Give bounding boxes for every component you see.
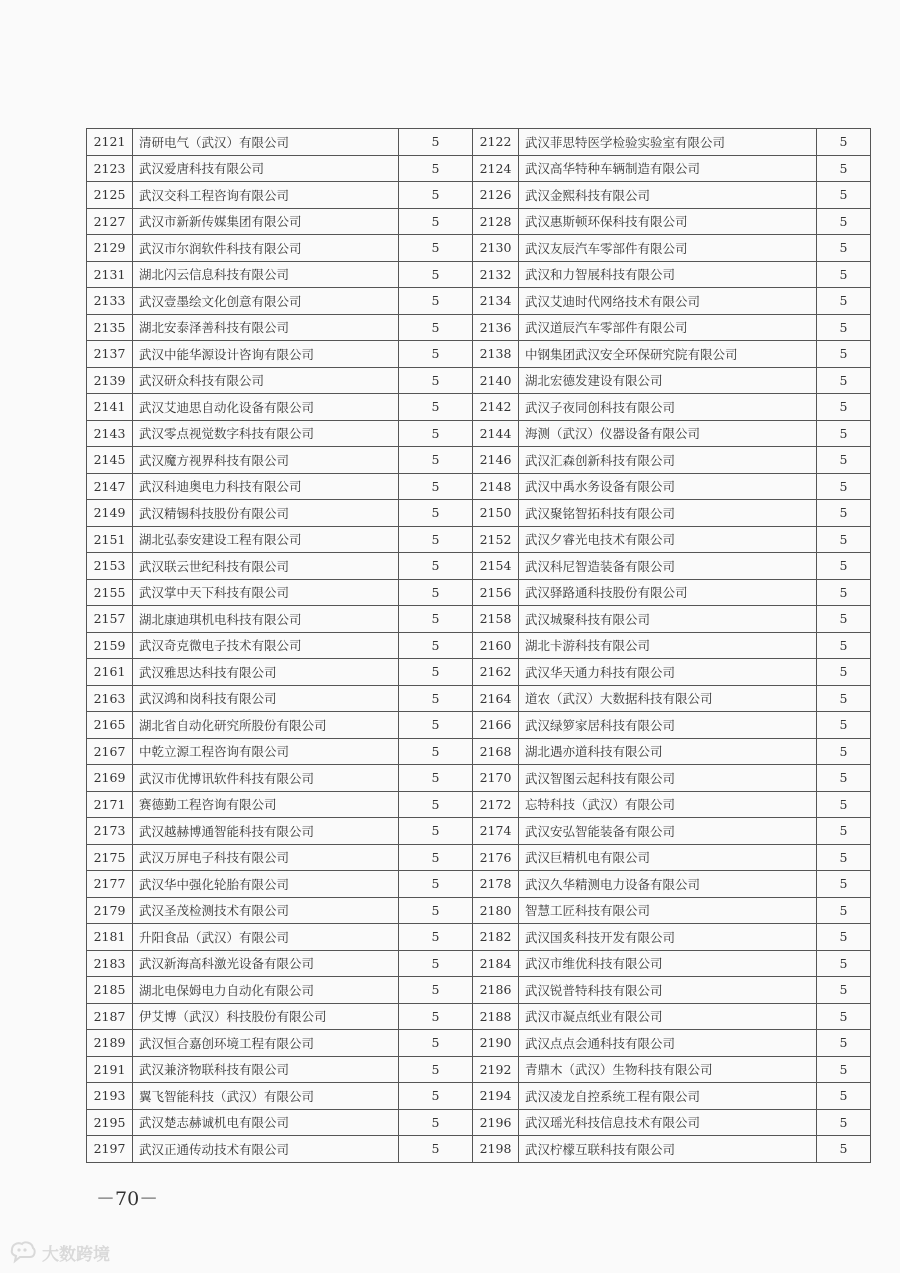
- score-cell: 5: [399, 791, 473, 818]
- score-cell: 5: [817, 659, 871, 686]
- row-number-cell: 2176: [473, 844, 519, 871]
- score-cell: 5: [817, 473, 871, 500]
- score-cell: 5: [817, 1056, 871, 1083]
- row-number-cell: 2168: [473, 738, 519, 765]
- score-cell: 5: [399, 897, 473, 924]
- company-name-cell: 武汉惠斯顿环保科技有限公司: [519, 208, 817, 235]
- table-row: [87, 950, 871, 977]
- table-row: [87, 500, 871, 527]
- score-cell: 5: [399, 500, 473, 527]
- company-table: [86, 128, 871, 1163]
- score-cell: 5: [399, 632, 473, 659]
- row-number-cell: 2165: [87, 712, 133, 739]
- company-name-cell: 湖北遇亦道科技有限公司: [519, 738, 817, 765]
- row-number-cell: 2196: [473, 1109, 519, 1136]
- table-row: [87, 765, 871, 792]
- company-name-cell: 武汉精锡科技股份有限公司: [133, 500, 399, 527]
- table-row: [87, 1003, 871, 1030]
- company-name-cell: 武汉绿箩家居科技有限公司: [519, 712, 817, 739]
- score-cell: 5: [399, 288, 473, 315]
- company-name-cell: 武汉魔方视界科技有限公司: [133, 447, 399, 474]
- company-name-cell: 湖北卡游科技有限公司: [519, 632, 817, 659]
- score-cell: 5: [399, 924, 473, 951]
- row-number-cell: 2138: [473, 341, 519, 368]
- table-row: [87, 818, 871, 845]
- row-number-cell: 2137: [87, 341, 133, 368]
- table-row: [87, 977, 871, 1004]
- row-number-cell: 2131: [87, 261, 133, 288]
- score-cell: 5: [817, 1109, 871, 1136]
- row-number-cell: 2155: [87, 579, 133, 606]
- company-name-cell: 道农（武汉）大数据科技有限公司: [519, 685, 817, 712]
- score-cell: 5: [817, 712, 871, 739]
- company-name-cell: 湖北省自动化研究所股份有限公司: [133, 712, 399, 739]
- score-cell: 5: [817, 632, 871, 659]
- company-name-cell: 武汉圣茂检测技术有限公司: [133, 897, 399, 924]
- company-name-cell: 武汉科迪奥电力科技有限公司: [133, 473, 399, 500]
- score-cell: 5: [817, 606, 871, 633]
- company-name-cell: 湖北弘泰安建设工程有限公司: [133, 526, 399, 553]
- company-name-cell: 武汉巨精机电有限公司: [519, 844, 817, 871]
- row-number-cell: 2177: [87, 871, 133, 898]
- company-name-cell: 武汉城聚科技有限公司: [519, 606, 817, 633]
- score-cell: 5: [817, 579, 871, 606]
- row-number-cell: 2130: [473, 235, 519, 262]
- score-cell: 5: [817, 924, 871, 951]
- score-cell: 5: [399, 473, 473, 500]
- row-number-cell: 2124: [473, 155, 519, 182]
- score-cell: 5: [817, 235, 871, 262]
- company-name-cell: 武汉友辰汽车零部件有限公司: [519, 235, 817, 262]
- company-name-cell: 中乾立源工程咨询有限公司: [133, 738, 399, 765]
- table-row: [87, 924, 871, 951]
- row-number-cell: 2184: [473, 950, 519, 977]
- company-name-cell: 武汉子夜同创科技有限公司: [519, 394, 817, 421]
- row-number-cell: 2172: [473, 791, 519, 818]
- table-row: [87, 473, 871, 500]
- score-cell: 5: [399, 1030, 473, 1057]
- company-name-cell: 武汉零点视觉数字科技有限公司: [133, 420, 399, 447]
- score-cell: 5: [399, 182, 473, 209]
- row-number-cell: 2143: [87, 420, 133, 447]
- company-name-cell: 武汉奇克微电子技术有限公司: [133, 632, 399, 659]
- score-cell: 5: [399, 1056, 473, 1083]
- table-row: [87, 844, 871, 871]
- row-number-cell: 2189: [87, 1030, 133, 1057]
- company-name-cell: 武汉锐普特科技有限公司: [519, 977, 817, 1004]
- score-cell: 5: [399, 367, 473, 394]
- company-name-cell: 武汉安弘智能装备有限公司: [519, 818, 817, 845]
- score-cell: 5: [399, 950, 473, 977]
- score-cell: 5: [399, 553, 473, 580]
- table-row: [87, 791, 871, 818]
- score-cell: 5: [817, 765, 871, 792]
- row-number-cell: 2121: [87, 129, 133, 156]
- row-number-cell: 2134: [473, 288, 519, 315]
- row-number-cell: 2167: [87, 738, 133, 765]
- score-cell: 5: [817, 950, 871, 977]
- company-name-cell: 武汉掌中天下科技有限公司: [133, 579, 399, 606]
- row-number-cell: 2129: [87, 235, 133, 262]
- company-name-cell: 忘特科技（武汉）有限公司: [519, 791, 817, 818]
- score-cell: 5: [399, 818, 473, 845]
- table-row: [87, 553, 871, 580]
- table-row: [87, 208, 871, 235]
- company-name-cell: 武汉艾迪思自动化设备有限公司: [133, 394, 399, 421]
- table-row: [87, 871, 871, 898]
- company-name-cell: 武汉市维优科技有限公司: [519, 950, 817, 977]
- score-cell: 5: [817, 1083, 871, 1110]
- table-row: [87, 659, 871, 686]
- company-name-cell: 武汉新海高科激光设备有限公司: [133, 950, 399, 977]
- row-number-cell: 2125: [87, 182, 133, 209]
- row-number-cell: 2141: [87, 394, 133, 421]
- company-name-cell: 武汉爱唐科技有限公司: [133, 155, 399, 182]
- company-name-cell: 翼飞智能科技（武汉）有限公司: [133, 1083, 399, 1110]
- company-name-cell: 海测（武汉）仪器设备有限公司: [519, 420, 817, 447]
- score-cell: 5: [399, 314, 473, 341]
- row-number-cell: 2169: [87, 765, 133, 792]
- row-number-cell: 2178: [473, 871, 519, 898]
- company-name-cell: 武汉科尼智造装备有限公司: [519, 553, 817, 580]
- score-cell: 5: [817, 1030, 871, 1057]
- company-name-cell: 武汉交科工程咨询有限公司: [133, 182, 399, 209]
- company-name-cell: 武汉久华精测电力设备有限公司: [519, 871, 817, 898]
- score-cell: 5: [817, 1003, 871, 1030]
- row-number-cell: 2194: [473, 1083, 519, 1110]
- score-cell: 5: [399, 235, 473, 262]
- row-number-cell: 2128: [473, 208, 519, 235]
- table-body: [87, 129, 871, 1163]
- table-row: [87, 447, 871, 474]
- company-name-cell: 武汉点点会通科技有限公司: [519, 1030, 817, 1057]
- table-row: [87, 367, 871, 394]
- table-row: [87, 579, 871, 606]
- table-row: [87, 897, 871, 924]
- table-row: [87, 155, 871, 182]
- score-cell: 5: [817, 818, 871, 845]
- row-number-cell: 2163: [87, 685, 133, 712]
- table-row: [87, 1083, 871, 1110]
- score-cell: 5: [817, 314, 871, 341]
- row-number-cell: 2135: [87, 314, 133, 341]
- row-number-cell: 2126: [473, 182, 519, 209]
- score-cell: 5: [399, 155, 473, 182]
- score-cell: 5: [399, 659, 473, 686]
- company-name-cell: 武汉智图云起科技有限公司: [519, 765, 817, 792]
- row-number-cell: 2188: [473, 1003, 519, 1030]
- row-number-cell: 2140: [473, 367, 519, 394]
- row-number-cell: 2164: [473, 685, 519, 712]
- score-cell: 5: [399, 1083, 473, 1110]
- score-cell: 5: [399, 579, 473, 606]
- row-number-cell: 2151: [87, 526, 133, 553]
- score-cell: 5: [817, 394, 871, 421]
- score-cell: 5: [399, 871, 473, 898]
- score-cell: 5: [817, 685, 871, 712]
- row-number-cell: 2181: [87, 924, 133, 951]
- table-row: [87, 288, 871, 315]
- row-number-cell: 2171: [87, 791, 133, 818]
- company-name-cell: 武汉华中强化轮胎有限公司: [133, 871, 399, 898]
- table-row: [87, 420, 871, 447]
- score-cell: 5: [817, 155, 871, 182]
- score-cell: 5: [399, 261, 473, 288]
- row-number-cell: 2147: [87, 473, 133, 500]
- company-name-cell: 武汉万屏电子科技有限公司: [133, 844, 399, 871]
- table-row: [87, 738, 871, 765]
- company-name-cell: 武汉凌龙自控系统工程有限公司: [519, 1083, 817, 1110]
- row-number-cell: 2159: [87, 632, 133, 659]
- table-row: [87, 394, 871, 421]
- row-number-cell: 2183: [87, 950, 133, 977]
- score-cell: 5: [817, 897, 871, 924]
- row-number-cell: 2173: [87, 818, 133, 845]
- row-number-cell: 2150: [473, 500, 519, 527]
- score-cell: 5: [817, 288, 871, 315]
- table-row: [87, 712, 871, 739]
- row-number-cell: 2148: [473, 473, 519, 500]
- score-cell: 5: [817, 367, 871, 394]
- row-number-cell: 2195: [87, 1109, 133, 1136]
- score-cell: 5: [399, 765, 473, 792]
- company-name-cell: 湖北电保姆电力自动化有限公司: [133, 977, 399, 1004]
- score-cell: 5: [817, 420, 871, 447]
- company-name-cell: 赛德勤工程咨询有限公司: [133, 791, 399, 818]
- score-cell: 5: [399, 129, 473, 156]
- company-name-cell: 湖北康迪琪机电科技有限公司: [133, 606, 399, 633]
- row-number-cell: 2170: [473, 765, 519, 792]
- table-row: [87, 182, 871, 209]
- company-name-cell: 武汉壹墨绘文化创意有限公司: [133, 288, 399, 315]
- row-number-cell: 2192: [473, 1056, 519, 1083]
- row-number-cell: 2162: [473, 659, 519, 686]
- table-row: [87, 606, 871, 633]
- row-number-cell: 2136: [473, 314, 519, 341]
- table-row: [87, 314, 871, 341]
- company-name-cell: 升阳食品（武汉）有限公司: [133, 924, 399, 951]
- score-cell: 5: [399, 526, 473, 553]
- score-cell: 5: [399, 738, 473, 765]
- table-row: [87, 685, 871, 712]
- score-cell: 5: [399, 1109, 473, 1136]
- company-name-cell: 武汉菲思特医学检验实验室有限公司: [519, 129, 817, 156]
- row-number-cell: 2153: [87, 553, 133, 580]
- row-number-cell: 2179: [87, 897, 133, 924]
- company-name-cell: 武汉高华特种车辆制造有限公司: [519, 155, 817, 182]
- table-row: [87, 1136, 871, 1163]
- company-name-cell: 伊艾博（武汉）科技股份有限公司: [133, 1003, 399, 1030]
- row-number-cell: 2142: [473, 394, 519, 421]
- row-number-cell: 2146: [473, 447, 519, 474]
- company-name-cell: 武汉夕睿光电技术有限公司: [519, 526, 817, 553]
- row-number-cell: 2145: [87, 447, 133, 474]
- page-number: －70－: [96, 1188, 159, 1210]
- table-row: [87, 632, 871, 659]
- row-number-cell: 2139: [87, 367, 133, 394]
- table-row: [87, 261, 871, 288]
- company-name-cell: 武汉道辰汽车零部件有限公司: [519, 314, 817, 341]
- score-cell: 5: [399, 977, 473, 1004]
- company-name-cell: 武汉楚志赫诚机电有限公司: [133, 1109, 399, 1136]
- company-name-cell: 智慧工匠科技有限公司: [519, 897, 817, 924]
- table-row: [87, 129, 871, 156]
- chat-logo-icon: [8, 1240, 38, 1264]
- row-number-cell: 2190: [473, 1030, 519, 1057]
- company-name-cell: 武汉市凝点纸业有限公司: [519, 1003, 817, 1030]
- score-cell: 5: [399, 1003, 473, 1030]
- company-name-cell: 武汉正通传动技术有限公司: [133, 1136, 399, 1163]
- company-name-cell: 武汉聚铭智拓科技有限公司: [519, 500, 817, 527]
- company-name-cell: 清研电气（武汉）有限公司: [133, 129, 399, 156]
- company-name-cell: 武汉汇森创新科技有限公司: [519, 447, 817, 474]
- table-row: [87, 1030, 871, 1057]
- company-name-cell: 湖北闪云信息科技有限公司: [133, 261, 399, 288]
- row-number-cell: 2174: [473, 818, 519, 845]
- company-name-cell: 武汉艾迪时代网络技术有限公司: [519, 288, 817, 315]
- score-cell: 5: [817, 553, 871, 580]
- score-cell: 5: [817, 500, 871, 527]
- score-cell: 5: [817, 129, 871, 156]
- row-number-cell: 2198: [473, 1136, 519, 1163]
- score-cell: 5: [817, 208, 871, 235]
- score-cell: 5: [817, 738, 871, 765]
- row-number-cell: 2152: [473, 526, 519, 553]
- row-number-cell: 2186: [473, 977, 519, 1004]
- score-cell: 5: [399, 1136, 473, 1163]
- company-name-cell: 中钢集团武汉安全环保研究院有限公司: [519, 341, 817, 368]
- row-number-cell: 2156: [473, 579, 519, 606]
- company-name-cell: 湖北宏德发建设有限公司: [519, 367, 817, 394]
- table-row: [87, 235, 871, 262]
- watermark: [8, 1238, 110, 1266]
- score-cell: 5: [399, 394, 473, 421]
- company-name-cell: 武汉雅思达科技有限公司: [133, 659, 399, 686]
- company-name-cell: 湖北安泰泽善科技有限公司: [133, 314, 399, 341]
- score-cell: 5: [399, 208, 473, 235]
- row-number-cell: 2158: [473, 606, 519, 633]
- score-cell: 5: [399, 712, 473, 739]
- score-cell: 5: [817, 871, 871, 898]
- score-cell: 5: [817, 844, 871, 871]
- score-cell: 5: [817, 261, 871, 288]
- score-cell: 5: [399, 685, 473, 712]
- company-name-cell: 青鼎木（武汉）生物科技有限公司: [519, 1056, 817, 1083]
- company-name-cell: 武汉瑶光科技信息技术有限公司: [519, 1109, 817, 1136]
- company-name-cell: 武汉鸿和岗科技有限公司: [133, 685, 399, 712]
- score-cell: 5: [817, 1136, 871, 1163]
- row-number-cell: 2182: [473, 924, 519, 951]
- row-number-cell: 2175: [87, 844, 133, 871]
- company-name-cell: 武汉联云世纪科技有限公司: [133, 553, 399, 580]
- row-number-cell: 2149: [87, 500, 133, 527]
- row-number-cell: 2122: [473, 129, 519, 156]
- score-cell: 5: [817, 341, 871, 368]
- row-number-cell: 2191: [87, 1056, 133, 1083]
- score-cell: 5: [399, 341, 473, 368]
- company-name-cell: 武汉中能华源设计咨询有限公司: [133, 341, 399, 368]
- company-name-cell: 武汉研众科技有限公司: [133, 367, 399, 394]
- score-cell: 5: [817, 791, 871, 818]
- company-name-cell: 武汉越赫博通智能科技有限公司: [133, 818, 399, 845]
- row-number-cell: 2185: [87, 977, 133, 1004]
- score-cell: 5: [399, 844, 473, 871]
- row-number-cell: 2187: [87, 1003, 133, 1030]
- row-number-cell: 2144: [473, 420, 519, 447]
- score-cell: 5: [817, 182, 871, 209]
- row-number-cell: 2180: [473, 897, 519, 924]
- table-row: [87, 1109, 871, 1136]
- score-cell: 5: [817, 977, 871, 1004]
- row-number-cell: 2161: [87, 659, 133, 686]
- company-name-cell: 武汉驿路通科技股份有限公司: [519, 579, 817, 606]
- table-row: [87, 341, 871, 368]
- company-name-cell: 武汉市尔润软件科技有限公司: [133, 235, 399, 262]
- score-cell: 5: [399, 420, 473, 447]
- company-name-cell: 武汉恒合嘉创环境工程有限公司: [133, 1030, 399, 1057]
- row-number-cell: 2127: [87, 208, 133, 235]
- row-number-cell: 2154: [473, 553, 519, 580]
- row-number-cell: 2160: [473, 632, 519, 659]
- table-row: [87, 1056, 871, 1083]
- company-name-cell: 武汉金熙科技有限公司: [519, 182, 817, 209]
- watermark-text: 大数跨境: [42, 1244, 110, 1265]
- row-number-cell: 2166: [473, 712, 519, 739]
- company-name-cell: 武汉市新新传媒集团有限公司: [133, 208, 399, 235]
- row-number-cell: 2123: [87, 155, 133, 182]
- score-cell: 5: [817, 447, 871, 474]
- score-cell: 5: [399, 606, 473, 633]
- company-name-cell: 武汉市优博讯软件科技有限公司: [133, 765, 399, 792]
- company-name-cell: 武汉和力智展科技有限公司: [519, 261, 817, 288]
- score-cell: 5: [817, 526, 871, 553]
- row-number-cell: 2157: [87, 606, 133, 633]
- company-name-cell: 武汉中禹水务设备有限公司: [519, 473, 817, 500]
- company-name-cell: 武汉华天通力科技有限公司: [519, 659, 817, 686]
- company-name-cell: 武汉兼济物联科技有限公司: [133, 1056, 399, 1083]
- score-cell: 5: [399, 447, 473, 474]
- company-name-cell: 武汉柠檬互联科技有限公司: [519, 1136, 817, 1163]
- company-name-cell: 武汉国炙科技开发有限公司: [519, 924, 817, 951]
- row-number-cell: 2197: [87, 1136, 133, 1163]
- table-row: [87, 526, 871, 553]
- row-number-cell: 2193: [87, 1083, 133, 1110]
- row-number-cell: 2133: [87, 288, 133, 315]
- row-number-cell: 2132: [473, 261, 519, 288]
